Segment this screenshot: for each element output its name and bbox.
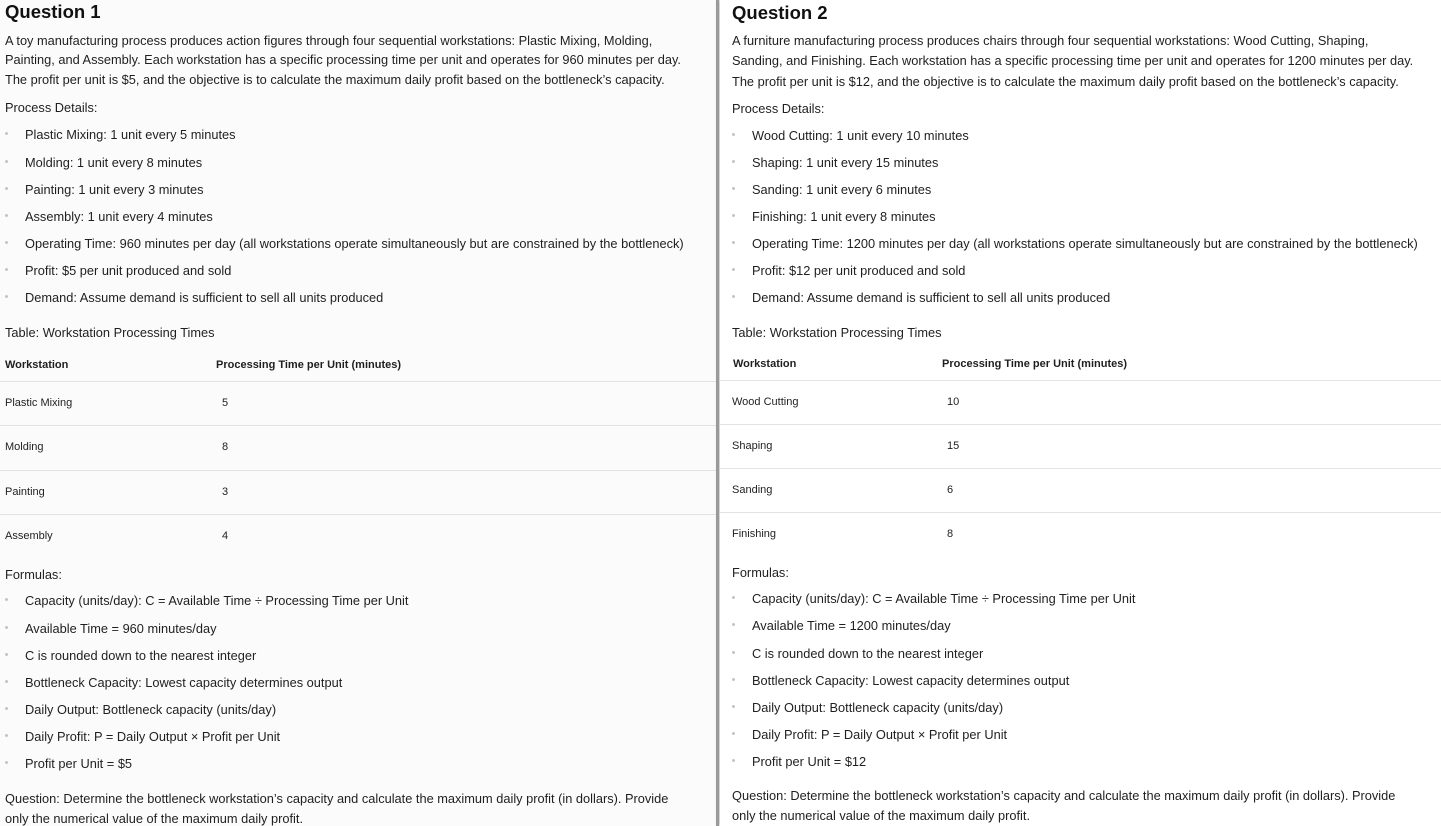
formula-item: C is rounded down to the nearest integer: [752, 646, 983, 661]
bullet-icon: [732, 678, 735, 681]
bullet-icon: [732, 651, 735, 654]
bullet-icon: [5, 268, 8, 271]
panel-divider: [716, 0, 719, 826]
table-caption: Table: Workstation Processing Times: [5, 325, 215, 340]
table-cell-workstation: Wood Cutting: [732, 396, 799, 408]
bullet-icon: [5, 187, 8, 190]
question-text: Question: Determine the bottleneck workstation’s capacity and calculate the maximum daily profit (in dollars). Provide: [732, 788, 1396, 803]
bullet-icon: [732, 596, 735, 599]
intro-line: The profit per unit is $5, and the objective is to calculate the maximum daily profit based on the bottleneck’s capacity.: [5, 72, 665, 87]
formula-item: C is rounded down to the nearest integer: [25, 648, 256, 663]
bullet-icon: [5, 160, 8, 163]
formula-item: Capacity (units/day): C = Available Time ÷ Processing Time per Unit: [752, 591, 1135, 606]
table-caption: Table: Workstation Processing Times: [732, 325, 942, 340]
table-cell-time: 3: [222, 486, 229, 498]
table-divider: [0, 514, 716, 515]
table-divider: [720, 380, 1441, 381]
bullet-icon: [5, 626, 8, 629]
bullet-icon: [732, 295, 735, 298]
detail-item: Molding: 1 unit every 8 minutes: [25, 155, 202, 170]
table-cell-workstation: Shaping: [732, 440, 773, 452]
bullet-icon: [732, 160, 735, 163]
table-divider: [0, 381, 716, 382]
bullet-icon: [5, 214, 8, 217]
question-2-panel: [720, 0, 1441, 826]
detail-item: Wood Cutting: 1 unit every 10 minutes: [752, 128, 969, 143]
bullet-icon: [732, 759, 735, 762]
table-divider: [0, 470, 716, 471]
bullet-icon: [5, 241, 8, 244]
table-divider: [720, 512, 1441, 513]
formulas-heading: Formulas:: [5, 567, 62, 582]
formulas-heading: Formulas:: [732, 565, 789, 580]
bullet-icon: [5, 680, 8, 683]
formula-item: Daily Profit: P = Daily Output × Profit per Unit: [25, 729, 280, 744]
table-cell-time: 6: [947, 484, 954, 496]
question-text: only the numerical value of the maximum daily profit.: [732, 808, 1031, 823]
intro-line: A furniture manufacturing process produces chairs through four sequential workstations: Wood Cutting, Shaping,: [732, 33, 1369, 48]
detail-item: Demand: Assume demand is sufficient to sell all units produced: [752, 290, 1110, 305]
detail-item: Operating Time: 960 minutes per day (all workstations operate simultaneously but are constrained by the bottleneck): [25, 236, 684, 251]
table-cell-time: 8: [947, 528, 954, 540]
table-header-time: Processing Time per Unit (minutes): [942, 358, 1128, 370]
formula-item: Daily Output: Bottleneck capacity (units/day): [752, 700, 1003, 715]
detail-item: Demand: Assume demand is sufficient to sell all units produced: [25, 290, 383, 305]
table-cell-workstation: Molding: [5, 441, 44, 453]
table-cell-time: 10: [947, 396, 960, 408]
table-cell-workstation: Plastic Mixing: [5, 397, 73, 409]
detail-item: Painting: 1 unit every 3 minutes: [25, 182, 204, 197]
bullet-icon: [5, 598, 8, 601]
table-cell-time: 4: [222, 530, 229, 542]
bullet-icon: [5, 734, 8, 737]
formula-item: Bottleneck Capacity: Lowest capacity determines output: [752, 673, 1069, 688]
table-cell-workstation: Finishing: [732, 528, 777, 540]
detail-item: Shaping: 1 unit every 15 minutes: [752, 155, 938, 170]
bullet-icon: [732, 268, 735, 271]
intro-line: Painting, and Assembly. Each workstation has a specific processing time per unit and operates for 960 minutes per day.: [5, 52, 681, 67]
intro-line: The profit per unit is $12, and the objective is to calculate the maximum daily profit based on the bottleneck’s capacity.: [732, 74, 1399, 89]
bullet-icon: [5, 653, 8, 656]
detail-item: Profit: $5 per unit produced and sold: [25, 263, 231, 278]
question-text: only the numerical value of the maximum daily profit.: [5, 811, 304, 826]
table-cell-workstation: Painting: [5, 486, 45, 498]
question-text: Question: Determine the bottleneck workstation’s capacity and calculate the maximum daily profit (in dollars). Provide: [5, 791, 669, 806]
table-header-workstation: Workstation: [733, 358, 797, 370]
detail-item: Finishing: 1 unit every 8 minutes: [752, 209, 936, 224]
formula-item: Available Time = 1200 minutes/day: [752, 618, 951, 633]
question-title: Question 2: [732, 2, 828, 23]
bullet-icon: [732, 187, 735, 190]
table-cell-time: 15: [947, 440, 960, 452]
formula-item: Profit per Unit = $5: [25, 756, 132, 771]
detail-item: Sanding: 1 unit every 6 minutes: [752, 182, 931, 197]
process-details-heading: Process Details:: [5, 100, 98, 115]
table-divider: [0, 425, 716, 426]
bullet-icon: [732, 705, 735, 708]
question-1-panel: [0, 0, 716, 826]
bullet-icon: [5, 761, 8, 764]
table-cell-workstation: Assembly: [5, 530, 53, 542]
table-divider: [720, 424, 1441, 425]
detail-item: Operating Time: 1200 minutes per day (all workstations operate simultaneously but are constrained by the bottleneck): [752, 236, 1418, 251]
table-divider: [720, 468, 1441, 469]
process-details-heading: Process Details:: [732, 101, 825, 116]
detail-item: Plastic Mixing: 1 unit every 5 minutes: [25, 127, 236, 142]
bullet-icon: [732, 241, 735, 244]
bullet-icon: [5, 707, 8, 710]
intro-line: A toy manufacturing process produces action figures through four sequential workstations: Plastic Mixing, Molding,: [5, 33, 653, 48]
question-title: Question 1: [5, 1, 101, 22]
formula-item: Capacity (units/day): C = Available Time ÷ Processing Time per Unit: [25, 593, 408, 608]
detail-item: Profit: $12 per unit produced and sold: [752, 263, 965, 278]
formula-item: Daily Output: Bottleneck capacity (units/day): [25, 702, 276, 717]
bullet-icon: [732, 214, 735, 217]
formula-item: Profit per Unit = $12: [752, 754, 866, 769]
formula-item: Daily Profit: P = Daily Output × Profit per Unit: [752, 727, 1007, 742]
table-header-workstation: Workstation: [5, 359, 69, 371]
bullet-icon: [5, 132, 8, 135]
table-header-time: Processing Time per Unit (minutes): [216, 359, 402, 371]
bullet-icon: [732, 732, 735, 735]
formula-item: Available Time = 960 minutes/day: [25, 621, 216, 636]
intro-line: Sanding, and Finishing. Each workstation has a specific processing time per unit and operates for 1200 minutes per day.: [732, 53, 1414, 68]
bullet-icon: [732, 623, 735, 626]
formula-item: Bottleneck Capacity: Lowest capacity determines output: [25, 675, 342, 690]
table-cell-workstation: Sanding: [732, 484, 773, 496]
table-cell-time: 5: [222, 397, 229, 409]
detail-item: Assembly: 1 unit every 4 minutes: [25, 209, 213, 224]
bullet-icon: [5, 295, 8, 298]
table-cell-time: 8: [222, 441, 229, 453]
bullet-icon: [732, 133, 735, 136]
